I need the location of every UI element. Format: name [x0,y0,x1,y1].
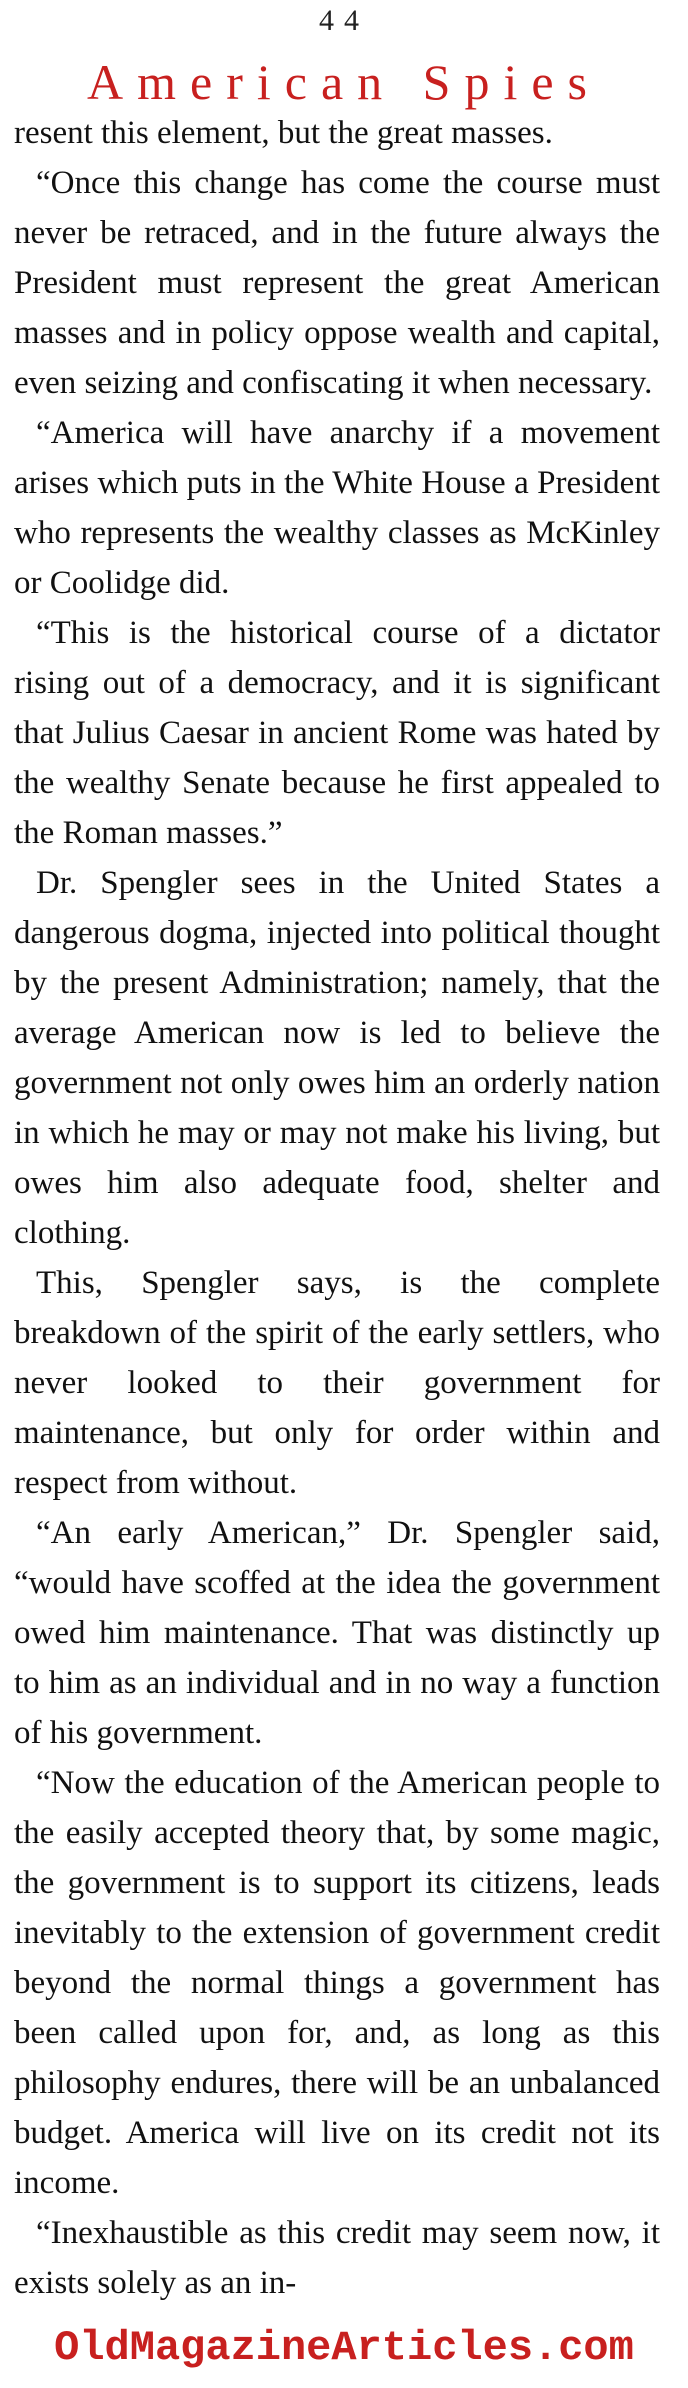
paragraph: resent this element, but the great masses. [14,115,553,151]
paragraph: “An early American,” Dr. Spengler said, “would have scoffed at the idea the government owed him maintenance. That was distinctly up to him as an individual and in no way a function of his government. [14,1515,660,1751]
paragraph: “America will have anarchy if a movement arises which puts in the White House a President who represents the wealthy classes as McKinley or Coolidge did. [14,415,660,601]
site-watermark: OldMagazineArticles.com [54,2324,634,2372]
paragraph: “This is the historical course of a dictator rising out of a democracy, and it is significant that Julius Caesar in ancient Rome was hated by the wealthy Senate because he first appealed to the Roman masses.” [14,615,660,851]
paragraph: “Now the education of the American people to the easily accepted theory that, by some magic, the government is to support its citizens, leads inevitably to the extension of government credit beyond the normal things a government has been called upon for, and, as long as this philosophy endures, there will be an unbalanced budget. America will live on its credit not its income. [14,1765,660,2201]
article-body [14,108,660,2308]
paragraph: Dr. Spengler sees in the United States a dangerous dogma, injected into political thought by the present Administration; namely, that the average American now is led to believe the government not only owes him an orderly nation in which he may or may not make his living, but owes him also adequate food, shelter and clothing. [14,865,660,1251]
paragraph: This, Spengler says, is the complete breakdown of the spirit of the early settlers, who never looked to their government for maintenance, but only for order within and respect from without. [14,1265,660,1501]
page-number: 44 [319,4,369,37]
paragraph: “Once this change has come the course must never be retraced, and in the future always the President must represent the great American masses and in policy oppose wealth and capital, even seizing and confiscating it when necessary. [14,165,660,401]
page-title: American Spies [87,54,601,110]
paragraph: “Inexhaustible as this credit may seem now, it exists solely as an in- [14,2215,660,2301]
